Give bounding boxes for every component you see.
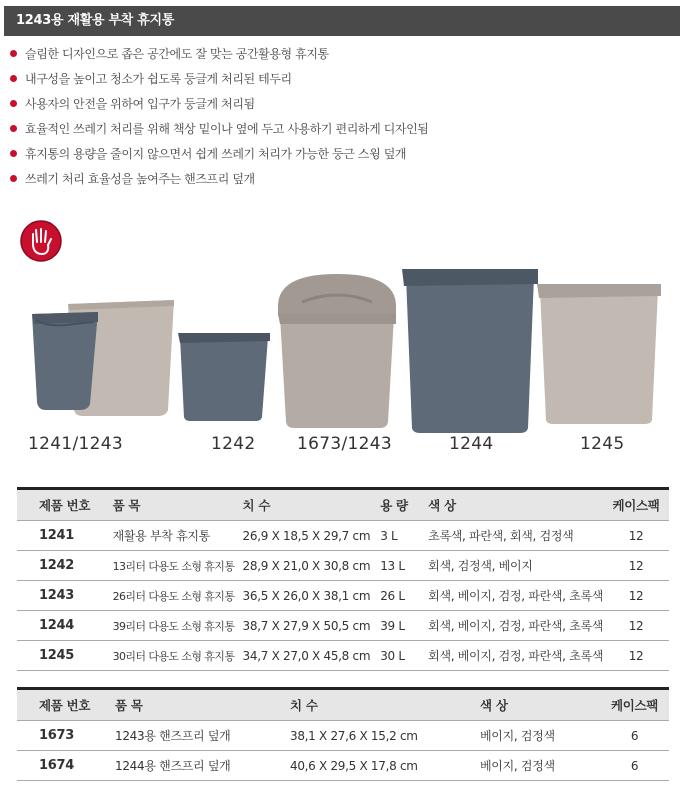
cell: 1673 (17, 721, 107, 751)
col-header: 제품 번호 (17, 489, 105, 521)
col-header: 제품 번호 (17, 689, 107, 721)
cell: 회색, 검정색, 베이지 (420, 551, 603, 581)
table-header-row (17, 689, 669, 721)
col-header: 치 수 (235, 489, 373, 521)
feature-item: 휴지통의 용량을 줄이지 않으면서 쉽게 쓰레기 처리가 가능한 둥근 스윙 덮개 (10, 142, 670, 167)
cell: 베이지, 검정색 (472, 721, 600, 751)
table-row (17, 611, 669, 641)
cell: 1244용 핸즈프리 덮개 (107, 751, 282, 781)
cell: 30 L (372, 641, 420, 671)
table-row (17, 751, 669, 781)
cell: 1244 (17, 611, 105, 641)
col-header: 색 상 (472, 689, 600, 721)
table-header-row (17, 489, 669, 521)
cell: 1243용 핸즈프리 덮개 (107, 721, 282, 751)
cell: 26 L (372, 581, 420, 611)
cell: 40,6 X 29,5 X 17,8 cm (282, 751, 472, 781)
bullet-icon (10, 150, 17, 157)
cell: 회색, 베이지, 검정, 파란색, 초록색 (420, 641, 603, 671)
feature-item: 내구성을 높이고 청소가 쉽도록 둥글게 처리된 테두리 (10, 67, 670, 92)
col-header: 용 량 (372, 489, 420, 521)
col-header: 케이스팩 (600, 689, 669, 721)
bin-1242-image (176, 329, 272, 422)
product-label: 1241/1243 (28, 434, 123, 454)
col-header: 케이스팩 (603, 489, 669, 521)
cell: 1241 (17, 521, 105, 551)
spec-table-lids (17, 687, 669, 781)
product-gallery (0, 262, 686, 460)
cell: 회색, 베이지, 검정, 파란색, 초록색 (420, 581, 603, 611)
cell: 초록색, 파란색, 회색, 검정색 (420, 521, 603, 551)
table-row (17, 641, 669, 671)
cell: 28,9 X 21,0 X 30,8 cm (235, 551, 373, 581)
cell: 1243 (17, 581, 105, 611)
cell: 1245 (17, 641, 105, 671)
cell: 39리터 다용도 소형 휴지통 (105, 611, 235, 641)
bullet-icon (10, 75, 17, 82)
bin-1245-image (535, 280, 663, 425)
cell: 39 L (372, 611, 420, 641)
feature-item: 슬림한 디자인으로 좁은 공간에도 잘 맞는 공간활용형 휴지통 (10, 42, 670, 67)
product-label: 1245 (580, 434, 625, 454)
col-header: 치 수 (282, 689, 472, 721)
cell: 13 L (372, 551, 420, 581)
table-row (17, 551, 669, 581)
cell: 38,7 X 27,9 X 50,5 cm (235, 611, 373, 641)
product-label: 1673/1243 (297, 434, 392, 454)
cell: 6 (600, 721, 669, 751)
bullet-icon (10, 50, 17, 57)
feature-item: 쓰레기 처리 효율성을 높여주는 핸즈프리 덮개 (10, 167, 670, 192)
table-row (17, 721, 669, 751)
cell: 13리터 다용도 소형 휴지통 (105, 551, 235, 581)
cell: 26리터 다용도 소형 휴지통 (105, 581, 235, 611)
cell: 12 (603, 641, 669, 671)
spec-table-bins (17, 487, 669, 671)
page-title: 1243용 재활용 부착 휴지통 (4, 6, 680, 36)
col-header: 품 목 (107, 689, 282, 721)
bullet-icon (10, 125, 17, 132)
product-label: 1242 (211, 434, 256, 454)
cell: 26,9 X 18,5 X 29,7 cm (235, 521, 373, 551)
cell: 베이지, 검정색 (472, 751, 600, 781)
cell: 30리터 다용도 소형 휴지통 (105, 641, 235, 671)
feature-item: 사용자의 안전을 위하여 입구가 둥글게 처리됨 (10, 92, 670, 117)
cell: 36,5 X 26,0 X 38,1 cm (235, 581, 373, 611)
cell: 6 (600, 751, 669, 781)
cell: 1674 (17, 751, 107, 781)
cell: 3 L (372, 521, 420, 551)
table-row (17, 521, 669, 551)
col-header: 색 상 (420, 489, 603, 521)
bullet-icon (10, 175, 17, 182)
cell: 38,1 X 27,6 X 15,2 cm (282, 721, 472, 751)
cell: 12 (603, 551, 669, 581)
cell: 1242 (17, 551, 105, 581)
bin-1244-image (400, 266, 540, 434)
cell: 34,7 X 27,0 X 45,8 cm (235, 641, 373, 671)
col-header: 품 목 (105, 489, 235, 521)
hands-free-icon (20, 220, 62, 262)
table-row (17, 581, 669, 611)
cell: 12 (603, 611, 669, 641)
feature-list (10, 42, 670, 192)
bullet-icon (10, 100, 17, 107)
cell: 재활용 부착 휴지통 (105, 521, 235, 551)
bin-1241-image (28, 292, 178, 417)
feature-item: 효율적인 쓰레기 처리를 위해 책상 밑이나 옆에 두고 사용하기 편리하게 디자인됨 (10, 117, 670, 142)
product-label: 1244 (449, 434, 494, 454)
cell: 12 (603, 581, 669, 611)
bin-1673-image (272, 272, 402, 432)
cell: 회색, 베이지, 검정, 파란색, 초록색 (420, 611, 603, 641)
cell: 12 (603, 521, 669, 551)
